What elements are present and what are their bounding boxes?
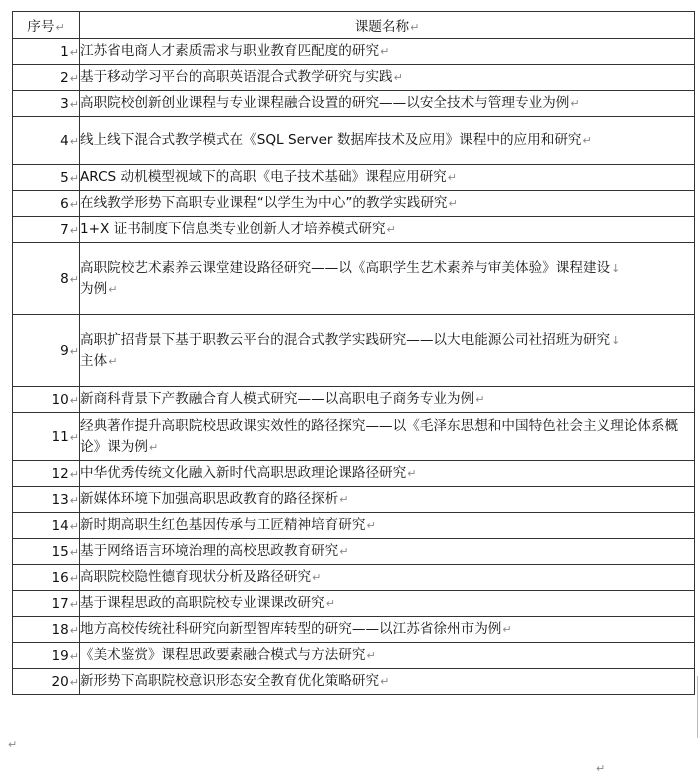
return-mark: ↵ xyxy=(447,171,457,184)
return-mark: ↵ xyxy=(69,272,79,286)
return-mark: ↵ xyxy=(69,519,79,533)
return-mark: ↵ xyxy=(448,197,458,210)
return-mark: ↵ xyxy=(570,97,580,110)
row-title xyxy=(80,565,695,591)
return-mark: ↵ xyxy=(69,223,79,237)
row-title xyxy=(80,617,695,643)
return-mark: ↵ xyxy=(69,171,79,185)
row-index xyxy=(13,65,80,91)
row-title xyxy=(80,487,695,513)
row-index-text: 14 xyxy=(51,517,69,534)
row-title xyxy=(80,387,695,413)
row-title xyxy=(80,591,695,617)
row-index-text: 4 xyxy=(60,132,69,149)
row-title xyxy=(80,513,695,539)
row-index-text: 1 xyxy=(60,43,69,60)
row-index-text: 6 xyxy=(60,195,69,212)
row-title-text: 江苏省电商人才素质需求与职业教育匹配度的研究 xyxy=(80,43,380,59)
table-row xyxy=(13,513,695,539)
row-index xyxy=(13,539,80,565)
header-index: 序号↵ xyxy=(13,12,80,39)
return-mark: ↵ xyxy=(69,467,79,481)
row-title xyxy=(80,539,695,565)
row-index xyxy=(13,117,80,165)
row-title xyxy=(80,91,695,117)
row-title-text: 主体 xyxy=(80,352,108,369)
row-title-text: 地方高校传统社科研究向新型智库转型的研究——以江苏省徐州市为例 xyxy=(80,621,502,637)
row-index-text: 9 xyxy=(60,342,69,359)
row-title-text: 线上线下混合式教学模式在《SQL Server 数据库技术及应用》课程中的应用和研究 xyxy=(80,132,582,148)
research-topics-table xyxy=(12,11,695,695)
row-index xyxy=(13,191,80,217)
row-index-text: 13 xyxy=(51,491,69,508)
return-mark: ↵ xyxy=(69,649,79,663)
row-title xyxy=(80,165,695,191)
table-row xyxy=(13,191,695,217)
return-mark: ↵ xyxy=(69,597,79,611)
row-index-text: 2 xyxy=(60,69,69,86)
row-index xyxy=(13,315,80,387)
table-row xyxy=(13,165,695,191)
row-index-text: 17 xyxy=(51,595,69,612)
row-title xyxy=(80,191,695,217)
row-title xyxy=(80,315,695,387)
table-row xyxy=(13,539,695,565)
return-mark: ↵ xyxy=(69,493,79,507)
row-index-text: 16 xyxy=(51,569,69,586)
row-title-text: 新形势下高职院校意识形态安全教育优化策略研究 xyxy=(80,673,380,689)
table-row xyxy=(13,487,695,513)
table-row xyxy=(13,243,695,315)
line-break-mark: ↓ xyxy=(611,261,621,275)
row-title-text: 基于课程思政的高职院校专业课课改研究 xyxy=(80,595,325,611)
return-mark: ↵ xyxy=(582,134,592,147)
return-mark: ↵ xyxy=(393,71,403,84)
row-title-text: 高职院校隐性德育现状分析及路径研究 xyxy=(80,569,312,585)
row-index xyxy=(13,243,80,315)
row-title-text: 《美术鉴赏》课程思政要素融合模式与方法研究 xyxy=(80,647,366,663)
row-index xyxy=(13,461,80,487)
row-title xyxy=(80,643,695,669)
row-title xyxy=(80,413,695,461)
table-row xyxy=(13,643,695,669)
row-index xyxy=(13,487,80,513)
row-index-text: 19 xyxy=(51,647,69,664)
table-row xyxy=(13,117,695,165)
return-mark: ↵ xyxy=(312,571,322,584)
row-index xyxy=(13,591,80,617)
row-title-text: 高职院校艺术素养云课堂建设路径研究——以《高职学生艺术素养与审美体验》课程建设 xyxy=(80,259,611,276)
row-index-text: 20 xyxy=(51,673,69,690)
row-index xyxy=(13,217,80,243)
row-index-text: 8 xyxy=(60,270,69,287)
table-row xyxy=(13,669,695,695)
return-mark: ↵ xyxy=(69,430,79,444)
table-row xyxy=(13,39,695,65)
return-mark: ↵ xyxy=(69,45,79,59)
row-title-text: 中华优秀传统文化融入新时代高职思政理论课路径研究 xyxy=(80,465,407,481)
table-row xyxy=(13,591,695,617)
row-index-text: 11 xyxy=(51,428,69,445)
row-index xyxy=(13,413,80,461)
table-row xyxy=(13,91,695,117)
row-title-text: 新时期高职生红色基因传承与工匠精神培育研究 xyxy=(80,517,366,533)
return-mark: ↵ xyxy=(366,649,376,662)
row-title-text: 1+X 证书制度下信息类专业创新人才培养模式研究 xyxy=(80,221,386,237)
return-mark: ↵ xyxy=(325,597,335,610)
row-index xyxy=(13,91,80,117)
row-title xyxy=(80,669,695,695)
line-break-mark: ↓ xyxy=(611,333,621,347)
row-index xyxy=(13,643,80,669)
margin-bar xyxy=(697,676,698,738)
table-header-row xyxy=(13,12,695,39)
row-index-text: 7 xyxy=(60,221,69,238)
return-mark: ↵ xyxy=(69,71,79,85)
return-mark: ↵ xyxy=(502,623,512,636)
row-title-text: 基于网络语言环境治理的高校思政教育研究 xyxy=(80,543,339,559)
paragraph-mark: ↵ xyxy=(596,762,606,775)
return-mark: ↵ xyxy=(69,545,79,559)
return-mark: ↵ xyxy=(69,197,79,211)
row-index xyxy=(13,565,80,591)
row-title xyxy=(80,461,695,487)
table-row xyxy=(13,217,695,243)
return-mark: ↵ xyxy=(108,354,118,368)
return-mark: ↵ xyxy=(69,571,79,585)
return-mark: ↵ xyxy=(475,393,485,406)
return-mark: ↵ xyxy=(380,675,390,688)
return-mark: ↵ xyxy=(339,493,349,506)
return-mark: ↵ xyxy=(380,45,390,58)
header-title: 课题名称↵ xyxy=(80,12,695,39)
row-index xyxy=(13,165,80,191)
return-mark: ↵ xyxy=(69,97,79,111)
return-mark: ↵ xyxy=(69,134,79,148)
return-mark: ↵ xyxy=(69,675,79,689)
return-mark: ↵ xyxy=(69,623,79,637)
row-index xyxy=(13,39,80,65)
table-row xyxy=(13,461,695,487)
row-index-text: 12 xyxy=(51,465,69,482)
table-row xyxy=(13,387,695,413)
row-title-text: 为例 xyxy=(80,280,108,297)
return-mark: ↵ xyxy=(69,344,79,358)
row-title xyxy=(80,39,695,65)
return-mark: ↵ xyxy=(148,440,159,454)
table-row xyxy=(13,65,695,91)
table-row xyxy=(13,315,695,387)
table-row xyxy=(13,565,695,591)
return-mark: ↵ xyxy=(339,545,349,558)
row-index-text: 5 xyxy=(60,169,69,186)
table-body xyxy=(13,39,695,695)
row-title xyxy=(80,243,695,315)
row-index xyxy=(13,387,80,413)
row-index xyxy=(13,669,80,695)
row-title xyxy=(80,65,695,91)
return-mark: ↵ xyxy=(407,467,417,480)
row-index-text: 15 xyxy=(51,543,69,560)
row-index-text: 18 xyxy=(51,621,69,638)
return-mark: ↵ xyxy=(69,393,79,407)
paragraph-mark: ↵ xyxy=(8,738,18,751)
row-index xyxy=(13,513,80,539)
row-title-text: 新媒体环境下加强高职思政教育的路径探析 xyxy=(80,491,339,507)
row-title xyxy=(80,117,695,165)
table-row xyxy=(13,413,695,461)
row-title-text: 在线教学形势下高职专业课程“以学生为中心”的教学实践研究 xyxy=(80,195,448,211)
return-mark: ↵ xyxy=(108,282,118,296)
row-title-text: 高职院校创新创业课程与专业课程融合设置的研究——以安全技术与管理专业为例 xyxy=(80,95,570,111)
row-title-text: 基于移动学习平台的高职英语混合式教学研究与实践 xyxy=(80,69,393,85)
row-index-text: 10 xyxy=(51,391,69,408)
row-title-text: 经典著作提升高职院校思政课实效性的路径探究——以《毛泽东思想和中国特色社会主义理论体系概论》课为例 xyxy=(80,417,679,455)
row-title xyxy=(80,217,695,243)
return-mark: ↵ xyxy=(386,223,396,236)
row-title-text: ARCS 动机模型视域下的高职《电子技术基础》课程应用研究 xyxy=(80,169,447,185)
table-row xyxy=(13,617,695,643)
return-mark: ↵ xyxy=(366,519,376,532)
row-index xyxy=(13,617,80,643)
row-index-text: 3 xyxy=(60,95,69,112)
row-title-text: 高职扩招背景下基于职教云平台的混合式教学实践研究——以大电能源公司社招班为研究 xyxy=(80,331,611,348)
row-title-text: 新商科背景下产教融合育人模式研究——以高职电子商务专业为例 xyxy=(80,391,475,407)
